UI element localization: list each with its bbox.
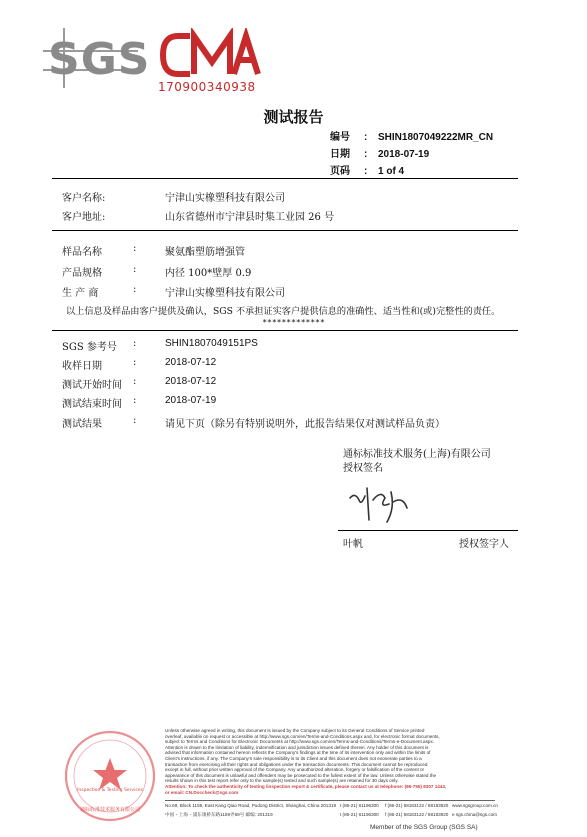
client-name-value: 宁津山实橡塑科技有限公司	[165, 193, 285, 204]
sample-spec-value: 内径 100*壁厚 0.9	[165, 268, 252, 279]
client-name-label: 客户名称:	[62, 193, 106, 204]
footer-fax-2: f (86-21) 68183122 / 68183920	[385, 812, 449, 817]
sample-name-value: 聚氨酯塑筋增强管	[165, 247, 245, 258]
test-end-value: 2018-07-19	[165, 395, 217, 406]
test-start-value: 2018-07-12	[165, 376, 217, 387]
test-start-label: 测试开始时间	[62, 380, 122, 391]
test-result-label: 测试结果	[62, 419, 102, 430]
test-result-value: 请见下页（除另有特别说明外，此报告结果仅对测试样品负责）	[165, 419, 445, 430]
cma-logo	[160, 28, 264, 83]
cma-number: 170900340938	[158, 80, 256, 94]
client-address-label: 客户地址:	[62, 212, 106, 223]
client-address-value: 山东省德州市宁津县时集工业园 26 号	[165, 212, 335, 223]
meta-report-number: 编号 : SHIN1807049222MR_CN	[330, 128, 493, 143]
footer-web-1: www.sgsgroup.com.cn	[452, 803, 498, 808]
sign-company: 通标标准技术服务(上海)有限公司	[343, 449, 491, 460]
stamp-sub: Inspection & Testing Services	[77, 788, 143, 793]
meta-date: 日期 : 2018-07-19	[330, 145, 429, 160]
footer-tel-1: t (86-21) 61196300	[340, 803, 379, 808]
meta-label: 编号	[330, 132, 350, 143]
test-end-label: 测试结束时间	[62, 399, 122, 410]
stamp-text: 通标标准技术服务有限公司	[79, 807, 140, 813]
signer-name: 叶帆	[343, 539, 363, 550]
footer-address-cn: 中国・上海・浦东康桥东路1159弄69号 邮编: 201319	[165, 812, 273, 817]
footer-web-2: e sgs.china@sgs.com	[452, 812, 498, 817]
footer-disclaimer: Unless otherwise agreed in writing, this document is issued by the Company subject to its General Conditions of Service printed overleaf, available on request or accessible at http://www.sgs.com/en/Terms-and-Conditions.aspx and, for electronic format documents, subject to Terms and Conditions for Electronic Documents at http://www.sgs.com/en/Terms-and-Conditions/Terms-e-Document.aspx. Attention is drawn to the limitation of liability, indemnification and jurisdiction issues defined therein. Any holder of this document is advised that information contained hereon reflects the Company's findings at the time of its intervention only and within the limits of Client's instructions, if any. The Company's sole responsibility is to its Client and this document does not exonerate parties to a transaction from exercising all their rights and obligations under the transaction documents. This document cannot be reproduced except in full, without prior written approval of the Company. Any unauthorized alteration, forgery or falsification of the content or appearance of this document is unlawful and offenders may be prosecuted to the fullest extent of the law. Unless otherwise stated the results shown in this test report refer only to the sample(s) tested and such sample(s) are retained for 30 days only. Attention: To check the authenticity of testing /inspection report & certificate, please contact us at telephone: (86-755) 8307 1443, or email: CN.Doccheck@sgs.com	[165, 728, 447, 795]
sign-auth-label: 授权签名	[343, 463, 383, 474]
sgs-ref-label: SGS 参考号	[62, 342, 117, 353]
handwritten-signature	[345, 478, 415, 532]
report-title: 测试报告	[263, 108, 324, 126]
sgs-logo	[43, 28, 151, 88]
footer-fax-1: f (86-21) 68183122 / 68183920	[385, 803, 449, 808]
meta-value: 2018-07-19	[378, 149, 430, 160]
meta-label: 日期	[330, 149, 350, 160]
meta-page: 页码 : 1 of 4	[330, 162, 404, 177]
footer-tel-2: t (86-21) 61196300	[340, 812, 379, 817]
sgs-logo-text: SGS	[48, 34, 151, 85]
meta-label: 页码	[330, 166, 350, 177]
signer-title: 授权签字人	[459, 539, 509, 550]
separator-stars: *************	[262, 318, 325, 327]
sample-maker-value: 宁津山实橡塑科技有限公司	[165, 288, 285, 299]
sample-disclaimer: 以上信息及样品由客户提供及确认，SGS 不承担证实客户提供信息的准确性、适当性和(或)完整性的责任。	[66, 306, 501, 317]
receive-date-value: 2018-07-12	[165, 357, 217, 368]
footer-address-en: No.69, Block 1159, East Kang Qiao Road, Pudong District, Shanghai, China 201319	[165, 803, 337, 808]
sample-name-label: 样品名称	[62, 247, 102, 258]
sample-maker-label: 生 产 商	[62, 288, 99, 299]
sample-spec-label: 产品规格	[62, 268, 102, 279]
receive-date-label: 收样日期	[62, 361, 102, 372]
sgs-ref-value: SHIN1807049151PS	[165, 338, 258, 349]
meta-value: SHIN1807049222MR_CN	[378, 132, 494, 143]
official-stamp	[62, 728, 158, 824]
footer-member: Member of the SGS Group (SGS SA)	[370, 824, 478, 831]
meta-value: 1 of 4	[378, 166, 405, 177]
